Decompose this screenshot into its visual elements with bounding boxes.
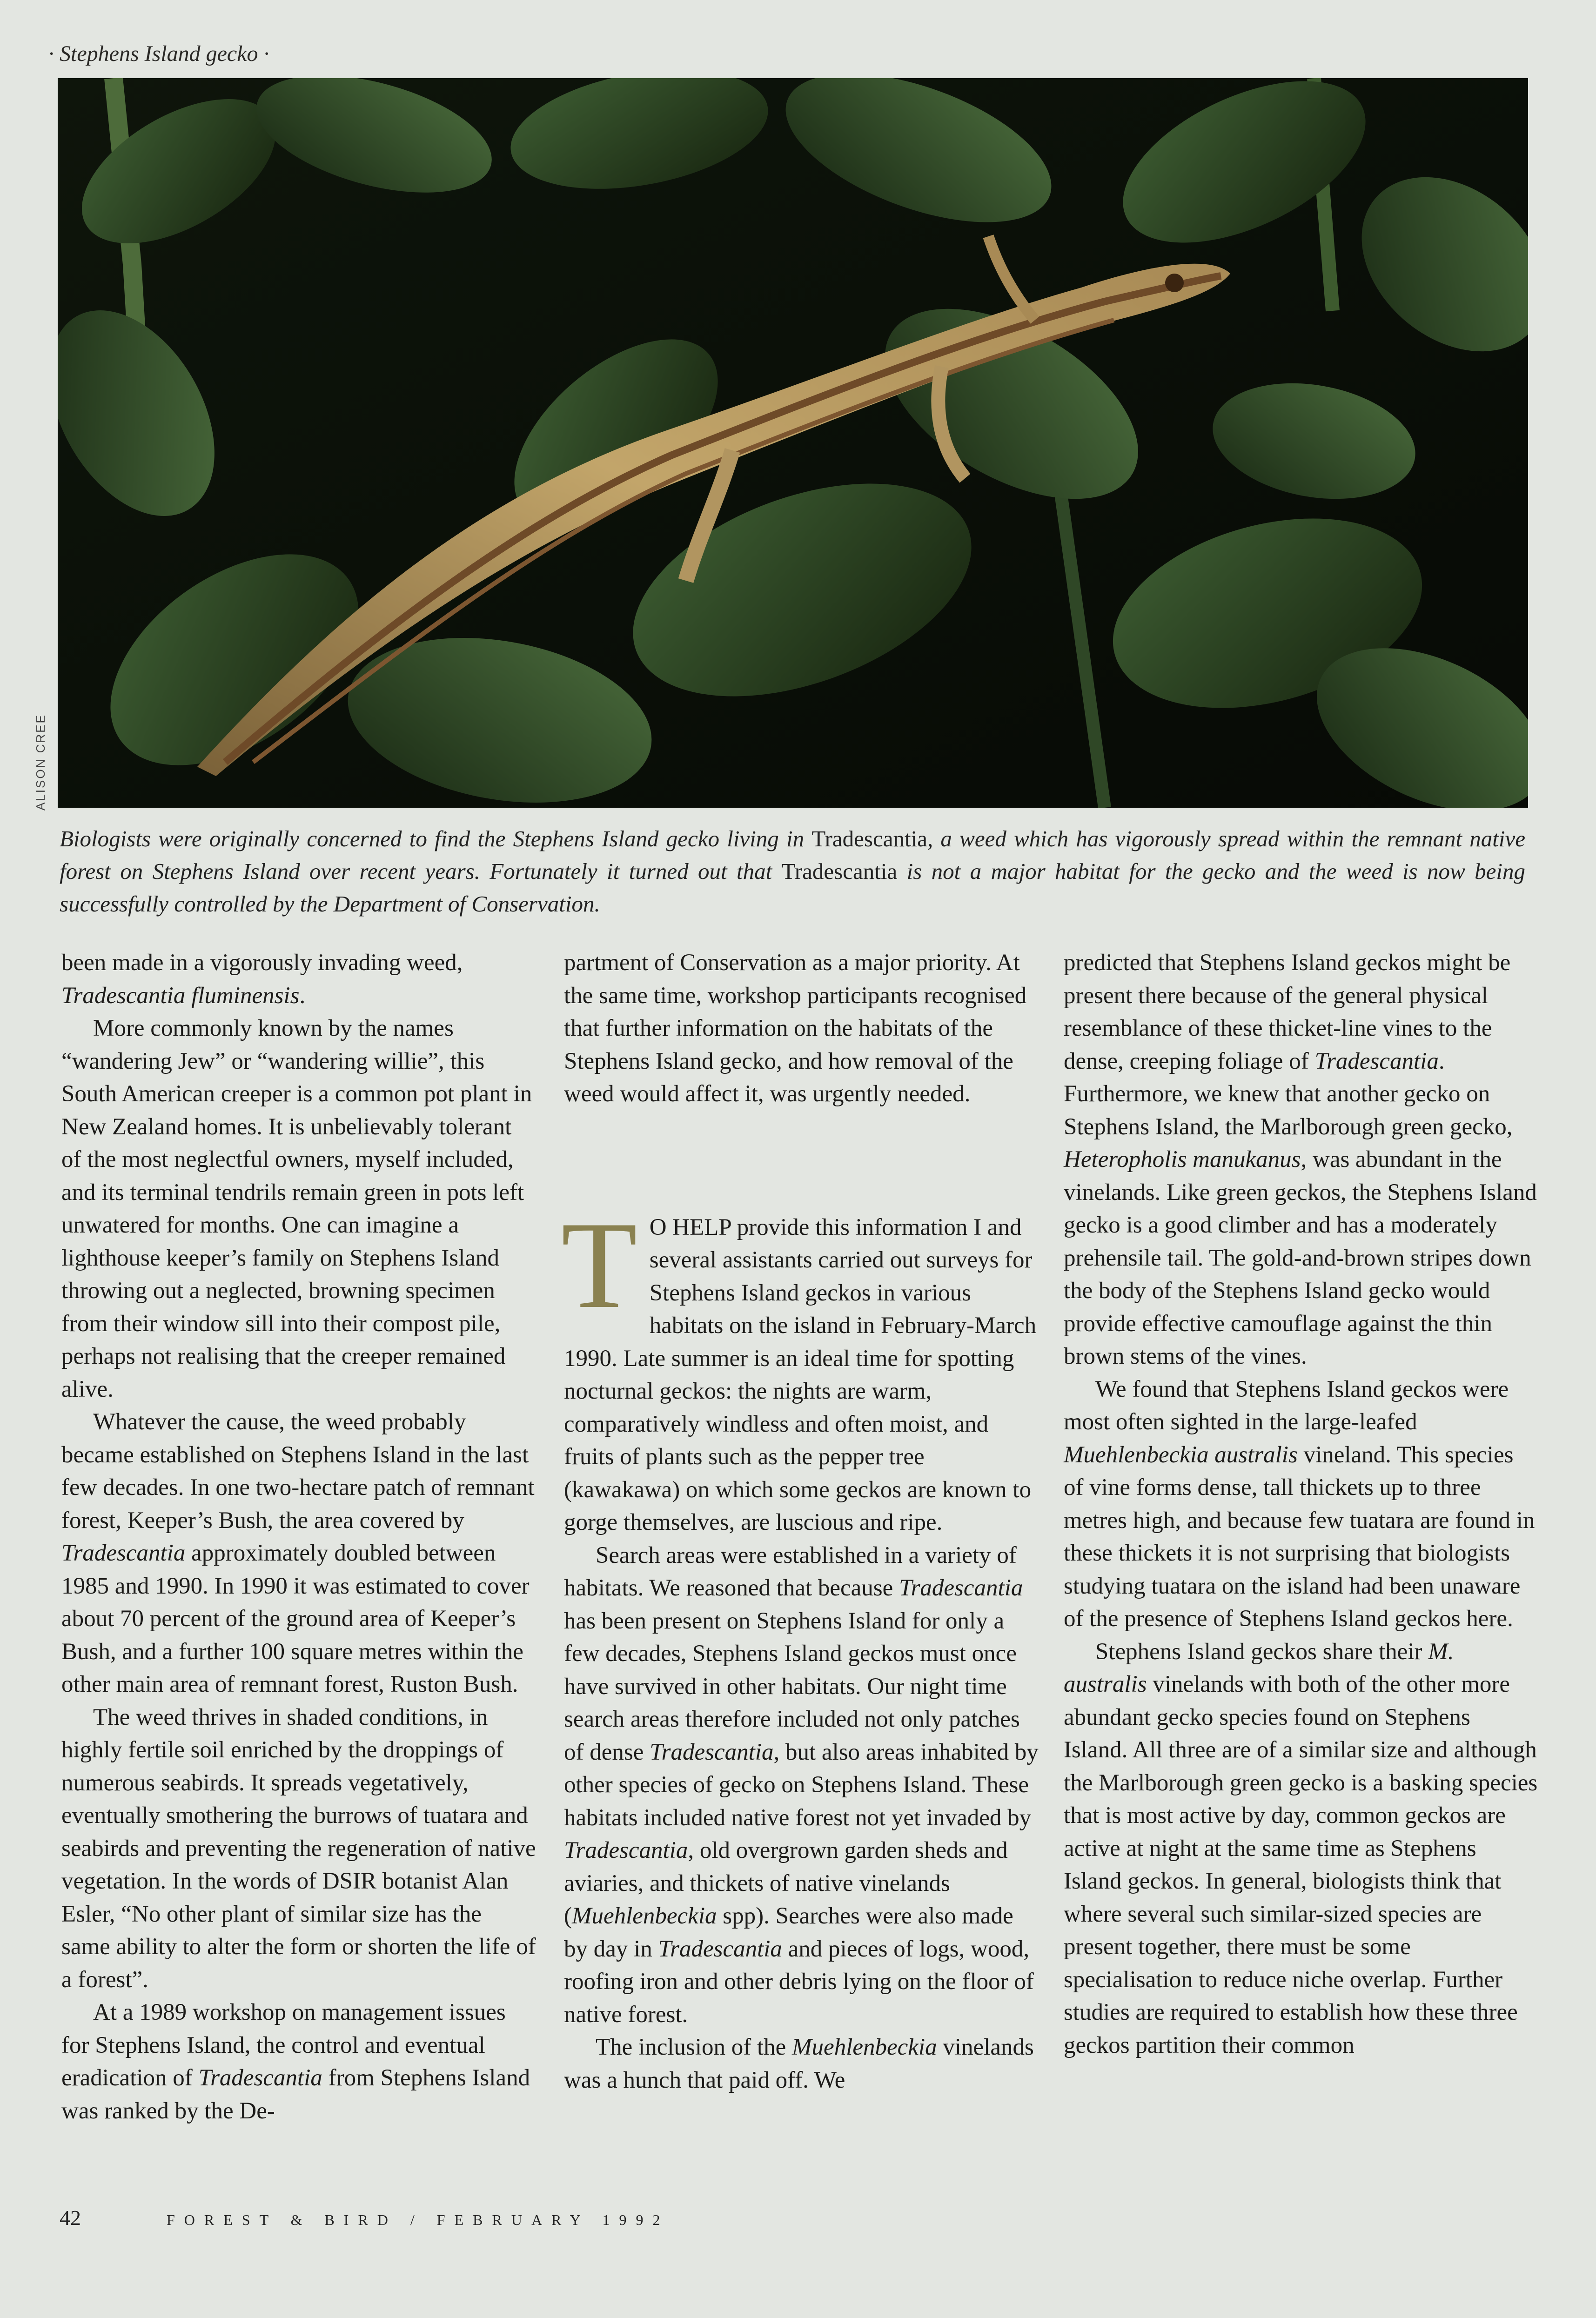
paragraph: Stephens Island geckos share their M. australis vinelands with both of the other more abundant gecko species found on Stephens Island. All three are of a similar size and although the Marlborough green gecko is a basking species that is most active by day, common geckos are active at night at the same time as Stephens Island geckos. In general, biologists think that where several such similar-sized species are present together, there must be some specialisation to reduce niche overlap. Further studies are required to establish how these three geckos partition their common — [1064, 1638, 1538, 2058]
page-number: 42 — [60, 2206, 81, 2230]
article-column-2 — [561, 946, 1039, 2097]
gecko-photo — [58, 78, 1528, 808]
running-title: · Stephens Island gecko · — [48, 41, 269, 66]
photo-credit: ALISON CREE — [34, 714, 47, 811]
paragraph: At a 1989 workshop on management issues for Stephens Island, the control and eventual eradication of Tradescantia from Stephens Island was ranked by the De- — [61, 1999, 530, 2124]
paragraph: Whatever the cause, the weed probably became established on Stephens Island in the last few decades. In one two-hectare patch of remnant forest, Keeper’s Bush, the area covered by Tradescantia approximately doubled between 1985 and 1990. In 1990 it was estimated to cover about 70 percent of the ground area of Keeper’s Bush, and a further 100 square metres within the other main area of remnant forest, Ruston Bush. — [61, 1409, 535, 1697]
paragraph: been made in a vigorously invading weed, Tradescantia fluminensis. — [61, 950, 463, 1009]
paragraph: The weed thrives in shaded conditions, in highly fertile soil enriched by the droppings of numerous seabirds. It spreads vegetatively, eventually smothering the burrows of tuatara and seabirds and preventing the regeneration of native vegetation. In the words of DSIR botanist Alan Esler, “No other plant of similar size has the same ability to alter the form or shorten the life of a forest”. — [61, 1704, 536, 1993]
gecko-illustration — [58, 78, 1528, 808]
photo-caption: Biologists were originally concerned to find the Stephens Island gecko living in Tradescantia, a weed which has vigorously spread within the remnant native forest on Stephens Island over recent years. Fortunately it turned out that Tradescantia is not a major habitat for the gecko and the weed is now being successfully controlled by the Department of Conservation. — [60, 826, 1526, 917]
drop-cap: T — [561, 1195, 637, 1334]
page-footer — [60, 2205, 670, 2230]
article-column-1 — [61, 946, 536, 2127]
paragraph: partment of Conservation as a major priority. At the same time, workshop participants recognised that further information on the habitats of the Stephens Island gecko, and how removal of the weed would affect it, was urgently needed. — [564, 950, 1027, 1107]
article-column-3 — [1064, 946, 1538, 2062]
paragraph: More commonly known by the names “wandering Jew” or “wandering willie”, this South American creeper is a common pot plant in New Zealand homes. It is unbelievably tolerant of the most neglectful owners, myself included, and its terminal tendrils remain green in pots left unwatered for months. One can imagine a lighthouse keeper’s family on Stephens Island throwing out a neglected, browning specimen from their window sill into their compost pile, perhaps not realising that the creeper remained alive. — [61, 1015, 532, 1402]
paragraph: Search areas were established in a variety of habitats. We reasoned that because Tradescantia has been present on Stephens Island for only a few decades, Stephens Island geckos must once have survived in other habitats. Our night time search areas therefore included not only patches of dense Tradescantia, but also areas inhabited by other species of gecko on Stephens Island. These habitats included native forest not yet invaded by Tradescantia, old overgrown garden sheds and aviaries, and thickets of native vinelands (Muehlenbeckia spp). Searches were also made by day in Tradescantia and pieces of logs, wood, roofing iron and other debris lying on the floor of native forest. — [564, 1542, 1039, 2028]
paragraph: T O HELP provide this information I and several assistants carried out surveys for Stephens Island geckos in various habitats on the island in February-March 1990. Late summer is an ideal time for spotting nocturnal geckos: the nights are warm, comparatively windless and often moist, and fruits of plants such as the pepper tree (kawakawa) on which some geckos are known to gorge themselves, are luscious and ripe. — [561, 1195, 1037, 1535]
paragraph: We found that Stephens Island geckos were most often sighted in the large-leafed Muehlenbeckia australis vineland. This species of vine forms dense, tall thickets up to three metres high, and because few tuatara are found in these thickets it is not surprising that biologists studying tuatara on the island had been unaware of the presence of Stephens Island geckos here. — [1064, 1376, 1535, 1632]
paragraph: The inclusion of the Muehlenbeckia vinelands was a hunch that paid off. We — [564, 2034, 1034, 2093]
magazine-issue: FOREST & BIRD / FEBRUARY 1992 — [167, 2211, 670, 2228]
paragraph: predicted that Stephens Island geckos might be present there because of the general physical resemblance of these thicket-line vines to the dense, creeping foliage of Tradescantia. Furthermore, we knew that another gecko on Stephens Island, the Marlborough green gecko, Heteropholis manukanus, was abundant in the vinelands. Like green geckos, the Stephens Island gecko is a good climber and has a moderately prehensile tail. The gold-and-brown stripes down the body of the Stephens Island gecko would provide effective camouflage against the thin brown stems of the vines. — [1064, 950, 1537, 1369]
